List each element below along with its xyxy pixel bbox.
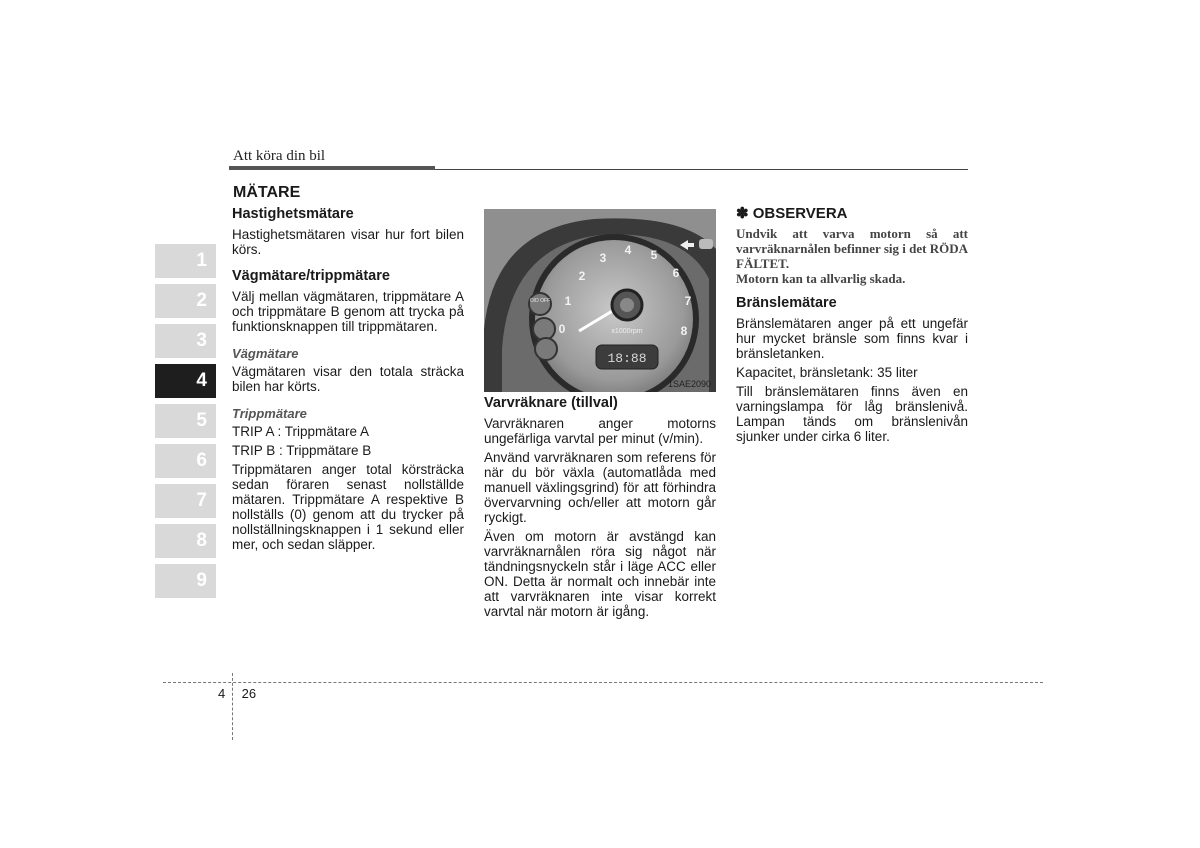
tacho-number-6: 6 [672, 266, 680, 280]
trip-subheading: Trippmätare [232, 406, 307, 421]
chapter-tab-9[interactable]: 9 [155, 564, 216, 598]
tacho-number-7: 7 [684, 294, 692, 308]
tachometer-text-3: Även om motorn är avstängd kan varvräknarnålen röra sig något när tändningsnyckeln står i läge ACC eller ON. Detta är normalt och innebär inte att varvräknaren inte visar korrekt varvtal när motorn är igång. [484, 529, 716, 619]
odometer-heading: Vägmätare/trippmätare [232, 268, 390, 284]
footer-rule [163, 682, 1043, 683]
od-off-button [529, 293, 551, 315]
tacho-number-5: 5 [650, 248, 658, 262]
chapter-tabs [155, 244, 216, 604]
chapter-tab-2[interactable]: 2 [155, 284, 216, 318]
note-heading: ✽ OBSERVERA [736, 205, 848, 222]
lcd-readout: 18:88 [607, 351, 647, 366]
chapter-tab-7[interactable]: 7 [155, 484, 216, 518]
trip-a-line: TRIP A : Trippmätare A [232, 424, 370, 439]
chapter-tab-3[interactable]: 3 [155, 324, 216, 358]
trip-b-line: TRIP B : Trippmätare B [232, 443, 372, 458]
tacho-number-4: 4 [624, 243, 632, 257]
speedometer-text: Hastighetsmätaren visar hur fort bilen körs. [232, 227, 464, 257]
column-2 [484, 396, 716, 623]
page-index: 26 [241, 686, 257, 701]
trip-text: Trippmätaren anger total körsträcka sedan föraren senast nollställde mätaren. Trippmätare A respektive B nollställs (0) genom att du trycker på nollställningsknappen i 1 sekund eller mer, och sedan släpper. [232, 462, 464, 552]
chapter-tab-8[interactable]: 8 [155, 524, 216, 558]
tachometer-text-1: Varvräknaren anger motorns ungefärliga varvtal per minut (v/min). [484, 416, 716, 446]
image-code: 1SAE2090 [668, 379, 712, 389]
tachometer-heading: Varvräknare (tillval) [484, 395, 618, 411]
section-title: MÄTARE [233, 184, 301, 201]
od-off-label: O/D OFF [529, 298, 551, 304]
trip-button [533, 318, 555, 340]
chapter-tab-1[interactable]: 1 [155, 244, 216, 278]
dial-unit-label: x1000rpm [611, 328, 643, 335]
tacho-number-0: 0 [558, 322, 566, 336]
column-1 [232, 207, 464, 556]
chapter-tab-4[interactable]: 4 [155, 364, 216, 398]
page-number [218, 686, 256, 701]
speedometer-heading: Hastighetsmätare [232, 206, 354, 222]
odometer-sub-text: Vägmätaren visar den totala sträcka bilen har körts. [232, 364, 464, 394]
tachometer-image [484, 209, 716, 392]
running-head: Att köra din bil [233, 148, 326, 164]
page-chapter: 4 [218, 686, 226, 701]
footer-divider [232, 673, 233, 740]
fuel-text-3: Till bränslemätaren finns även en varningslampa för låg bränslenivå. Lampan tänds om bränslenivån sjunker under cirka 6 liter. [736, 384, 968, 444]
note-body [736, 226, 968, 286]
header-rule [435, 169, 968, 170]
light-indicator-icon [699, 239, 713, 249]
odometer-subheading: Vägmätare [232, 346, 299, 361]
fuel-gauge-heading: Bränslemätare [736, 295, 837, 311]
note-text: Undvik att varva motorn så att varvräknarnålen befinner sig i det RÖDA FÄLTET. [736, 226, 968, 271]
odometer-text: Välj mellan vägmätaren, trippmätare A och trippmätare B genom att trycka på funktionsknappen till trippmätaren. [232, 289, 464, 334]
note-text-2: Motorn kan ta allvarlig skada. [736, 271, 906, 286]
fuel-text-2: Kapacitet, bränsletank: 35 liter [736, 365, 918, 380]
lamp-button [535, 338, 557, 360]
chapter-tab-5[interactable]: 5 [155, 404, 216, 438]
header-bar [229, 166, 435, 170]
tacho-number-3: 3 [599, 251, 607, 265]
column-3 [736, 206, 968, 448]
tacho-number-1: 1 [564, 294, 572, 308]
tacho-number-2: 2 [578, 269, 586, 283]
tachometer-text-2: Använd varvräknaren som referens för när du bör växla (automatlåda med manuell växlingsgrind) för att förhindra övervarvning och/eller att motorn går ryckigt. [484, 450, 716, 525]
tacho-number-8: 8 [680, 324, 688, 338]
chapter-tab-6[interactable]: 6 [155, 444, 216, 478]
fuel-text-1: Bränslemätaren anger på ett ungefär hur mycket bränsle som finns kvar i bränsletanken. [736, 316, 968, 361]
